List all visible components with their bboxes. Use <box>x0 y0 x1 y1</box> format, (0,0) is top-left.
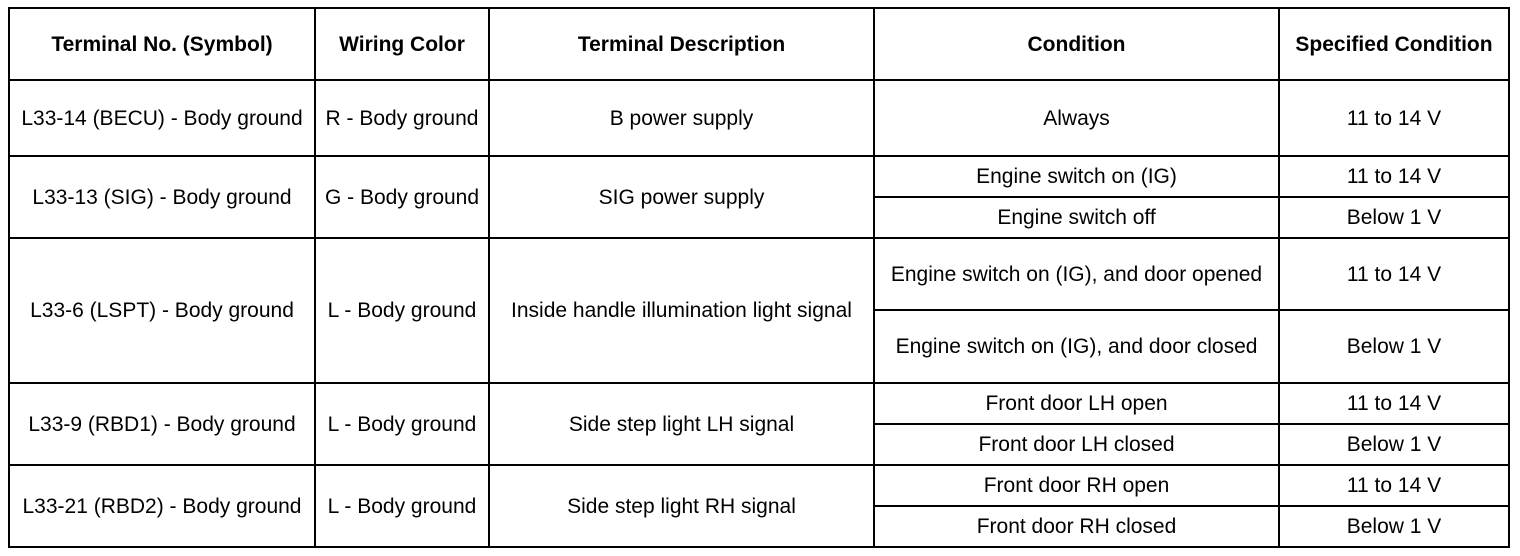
wiring-cell: L - Body ground <box>315 238 489 383</box>
description-cell: B power supply <box>489 80 874 156</box>
spec-cell: 11 to 14 V <box>1279 80 1509 156</box>
condition-cell: Always <box>874 80 1279 156</box>
header-terminal: Terminal No. (Symbol) <box>9 8 315 80</box>
condition-cell: Front door RH closed <box>874 506 1279 547</box>
condition-cell: Front door RH open <box>874 465 1279 506</box>
spec-cell: Below 1 V <box>1279 424 1509 465</box>
spec-cell: 11 to 14 V <box>1279 238 1509 310</box>
condition-cell: Engine switch on (IG), and door closed <box>874 310 1279 383</box>
condition-cell: Engine switch on (IG), and door opened <box>874 238 1279 310</box>
header-terminal-description: Terminal Description <box>489 8 874 80</box>
wiring-cell: R - Body ground <box>315 80 489 156</box>
spec-cell: Below 1 V <box>1279 506 1509 547</box>
spec-cell: 11 to 14 V <box>1279 465 1509 506</box>
table-row <box>9 238 1509 310</box>
description-cell: SIG power supply <box>489 156 874 238</box>
description-cell: Side step light LH signal <box>489 383 874 465</box>
table-container <box>8 7 1510 548</box>
condition-cell: Engine switch on (IG) <box>874 156 1279 197</box>
description-cell: Side step light RH signal <box>489 465 874 547</box>
header-specified-condition: Specified Condition <box>1279 8 1509 80</box>
description-cell: Inside handle illumination light signal <box>489 238 874 383</box>
condition-cell: Engine switch off <box>874 197 1279 238</box>
terminal-cell: L33-13 (SIG) - Body ground <box>9 156 315 238</box>
spec-cell: Below 1 V <box>1279 310 1509 383</box>
condition-cell: Front door LH closed <box>874 424 1279 465</box>
spec-cell: Below 1 V <box>1279 197 1509 238</box>
wiring-cell: L - Body ground <box>315 383 489 465</box>
terminal-cell: L33-21 (RBD2) - Body ground <box>9 465 315 547</box>
header-row <box>9 8 1509 80</box>
header-wiring-color: Wiring Color <box>315 8 489 80</box>
spec-cell: 11 to 14 V <box>1279 383 1509 424</box>
table-row <box>9 80 1509 156</box>
terminal-spec-table <box>8 7 1510 548</box>
terminal-cell: L33-6 (LSPT) - Body ground <box>9 238 315 383</box>
terminal-cell: L33-14 (BECU) - Body ground <box>9 80 315 156</box>
condition-cell: Front door LH open <box>874 383 1279 424</box>
spec-cell: 11 to 14 V <box>1279 156 1509 197</box>
table-row <box>9 156 1509 197</box>
wiring-cell: G - Body ground <box>315 156 489 238</box>
wiring-cell: L - Body ground <box>315 465 489 547</box>
terminal-cell: L33-9 (RBD1) - Body ground <box>9 383 315 465</box>
table-row <box>9 383 1509 424</box>
header-condition: Condition <box>874 8 1279 80</box>
table-row <box>9 465 1509 506</box>
